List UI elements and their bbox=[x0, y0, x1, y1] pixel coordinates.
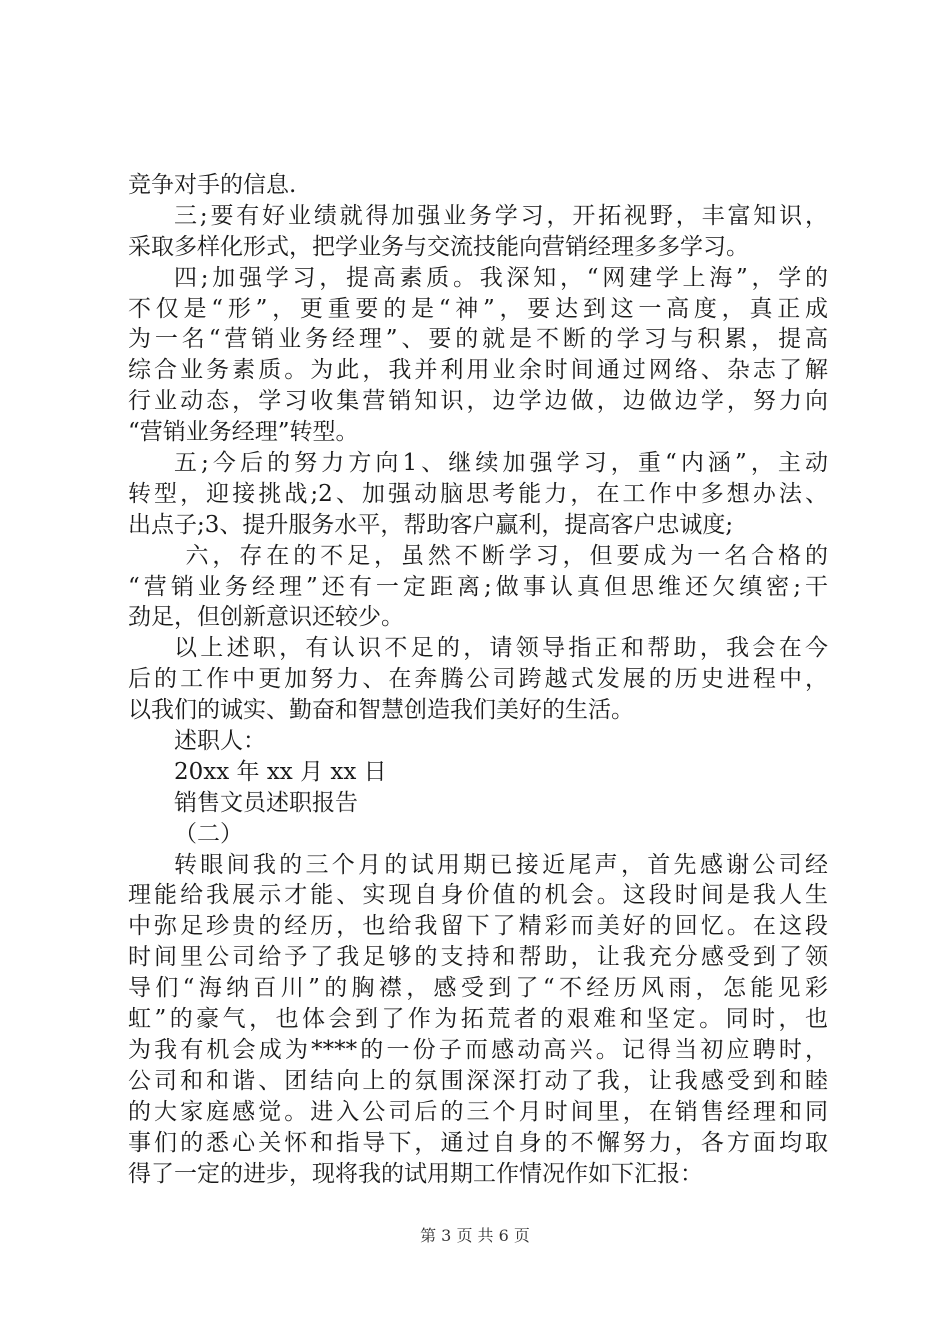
text-line: 得了一定的进步，现将我的试用期工作情况作如下汇报： bbox=[128, 1160, 703, 1187]
text-line: 以我们的诚实、勤奋和智慧创造我们美好的生活。 bbox=[128, 697, 634, 724]
text-line: 为我有机会成为****的一份子而感动高兴。记得当初应聘时， bbox=[128, 1036, 828, 1063]
text-line: 转眼间我的三个月的试用期已接近尾声，首先感谢公司经 bbox=[174, 851, 828, 878]
text-line: 为一名“营销业务经理”、要的就是不断的学习与积累，提高 bbox=[128, 326, 828, 353]
text-line: 公司和和谐、团结向上的氛围深深打动了我，让我感受到和睦 bbox=[128, 1067, 828, 1094]
text-line: 采取多样化形式，把学业务与交流技能向营销经理多多学习。 bbox=[128, 233, 749, 260]
page-number: 第 3 页 共 6 页 bbox=[420, 1226, 530, 1245]
text-line: 以上述职，有认识不足的，请领导指正和帮助，我会在今 bbox=[174, 635, 828, 662]
text-line: 20xx 年 xx 月 xx 日 bbox=[174, 758, 387, 785]
text-line: 四;加强学习，提高素质。我深知，“网建学上海”，学的 bbox=[174, 264, 828, 291]
text-line: 行业动态，学习收集营销知识，边学边做，边做边学，努力向 bbox=[128, 388, 828, 415]
text-line: 劲足，但创新意识还较少。 bbox=[128, 604, 404, 631]
text-line: 出点子;3、提升服务水平，帮助客户赢利，提高客户忠诚度; bbox=[128, 511, 734, 538]
text-line: 时间里公司给予了我足够的支持和帮助，让我充分感受到了领 bbox=[128, 944, 828, 971]
text-line: 中弥足珍贵的经历，也给我留下了精彩而美好的回忆。在这段 bbox=[128, 913, 828, 940]
text-line: 的大家庭感觉。进入公司后的三个月时间里，在销售经理和同 bbox=[128, 1098, 828, 1125]
text-line: 虹”的豪气，也体会到了作为拓荒者的艰难和坚定。同时，也 bbox=[128, 1006, 828, 1033]
text-line: （二） bbox=[174, 820, 243, 847]
text-line: 五;今后的努力方向1、继续加强学习，重“内涵”，主动 bbox=[174, 450, 828, 477]
text-line: 后的工作中更加努力、在奔腾公司跨越式发展的历史进程中， bbox=[128, 666, 828, 693]
text-line: 销售文员述职报告 bbox=[174, 789, 358, 816]
text-line: 述职人： bbox=[174, 728, 266, 755]
text-line: 理能给我展示才能、实现自身价值的机会。这段时间是我人生 bbox=[128, 882, 828, 909]
text-line: 三;要有好业绩就得加强业务学习，开拓视野，丰富知识， bbox=[174, 202, 828, 229]
text-line: “营销业务经理”还有一定距离;做事认真但思维还欠缜密;干 bbox=[128, 573, 828, 600]
text-line: “营销业务经理”转型。 bbox=[128, 419, 359, 446]
text-line: 竞争对手的信息. bbox=[128, 172, 297, 198]
text-line: 导们“海纳百川”的胸襟，感受到了“不经历风雨，怎能见彩 bbox=[128, 975, 828, 1002]
text-line: 不仅是“形”，更重要的是“神”，要达到这一高度，真正成 bbox=[128, 295, 828, 322]
document-body bbox=[128, 170, 828, 1189]
text-line: 事们的悉心关怀和指导下，通过自身的不懈努力，各方面均取 bbox=[128, 1129, 828, 1156]
text-line: 转型，迎接挑战;2、加强动脑思考能力，在工作中多想办法、 bbox=[128, 480, 828, 507]
text-line: 六，存在的不足，虽然不断学习，但要成为一名合格的 bbox=[185, 542, 828, 569]
text-line: 综合业务素质。为此，我并利用业余时间通过网络、杂志了解 bbox=[128, 357, 828, 384]
page-footer bbox=[0, 1226, 950, 1246]
